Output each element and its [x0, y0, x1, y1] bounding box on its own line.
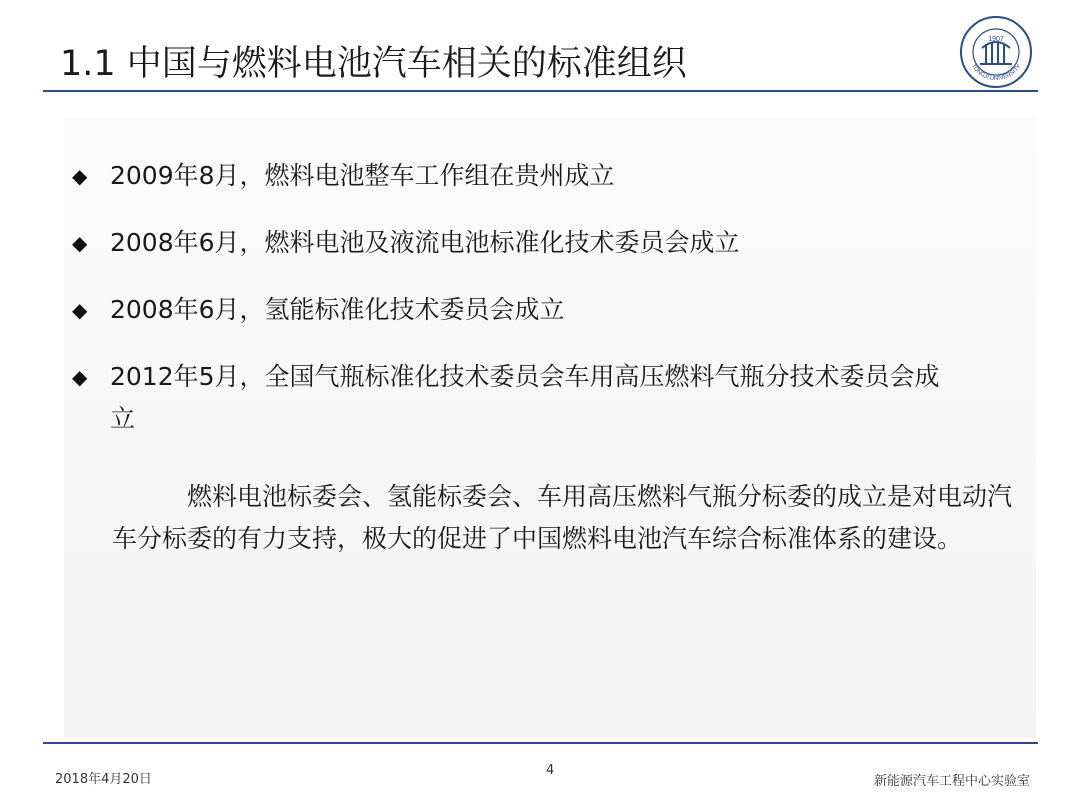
diamond-bullet-icon: ◆: [72, 164, 88, 188]
diamond-bullet-icon: ◆: [72, 298, 88, 322]
diamond-bullet-icon: ◆: [72, 365, 88, 389]
page-number: 4: [546, 763, 555, 778]
list-item: [72, 222, 1012, 264]
footer-divider: [43, 742, 1038, 744]
list-item: [72, 289, 1012, 331]
logo-year: 1907: [988, 36, 1004, 43]
header-divider: [43, 90, 1038, 92]
summary-paragraph: 燃料电池标委会、氢能标委会、车用高压燃料气瓶分标委的成立是对电动汽车分标委的有力支持，极大的促进了中国燃料电池汽车综合标准体系的建设。: [112, 482, 1013, 553]
bullet-text: 2008年6月，燃料电池及液流电池标准化技术委员会成立: [110, 228, 740, 257]
footer-date: 2018年4月20日: [55, 772, 152, 787]
bullet-text: 2012年5月，全国气瓶标准化技术委员会车用高压燃料气瓶分技术委员会成 立: [110, 362, 940, 433]
bullet-text: 2009年8月，燃料电池整车工作组在贵州成立: [110, 161, 615, 190]
footer-organization: 新能源汽车工程中心实验室: [873, 774, 1030, 789]
list-item: [72, 155, 1012, 197]
logo-university-name: TONGJI UNIVERSITY: [969, 63, 1023, 83]
bullet-text: 2008年6月，氢能标准化技术委员会成立: [110, 295, 565, 324]
slide-title: 1.1 中国与燃料电池汽车相关的标准组织: [60, 44, 687, 84]
list-item: [72, 356, 1012, 440]
tongji-university-logo: [958, 14, 1034, 90]
diamond-bullet-icon: ◆: [72, 231, 88, 255]
bullet-list: [72, 155, 1012, 465]
